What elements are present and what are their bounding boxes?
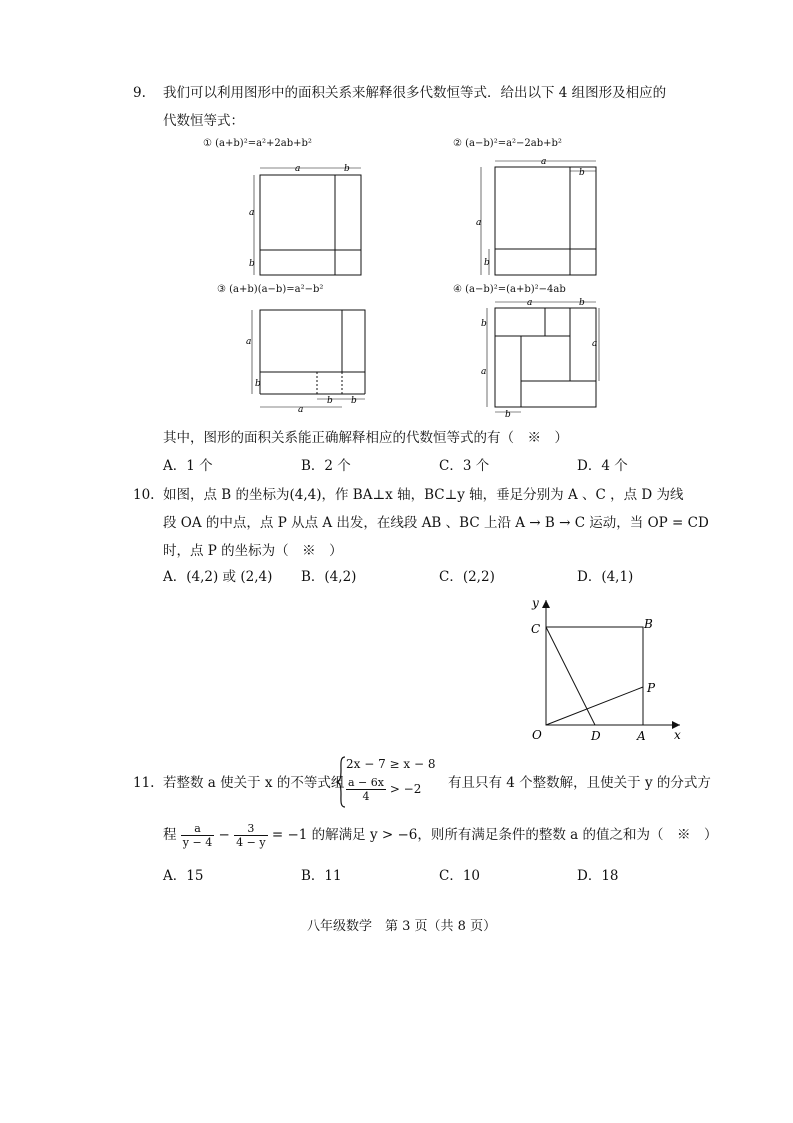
fig1-formula: ① (a+b)²=a²+2ab+b² bbox=[203, 138, 312, 149]
q10-option-a: A．(4,2) 或 (2,4) bbox=[163, 569, 273, 585]
q9-option-a: A．1 个 bbox=[163, 458, 213, 474]
q10-number: 10. bbox=[133, 487, 155, 503]
q11-ineq2-denominator: 4 bbox=[362, 790, 370, 803]
q11-option-a: A．15 bbox=[163, 868, 204, 884]
fig3-formula: ③ (a+b)(a−b)=a²−b² bbox=[217, 284, 324, 295]
fig4-label-a-top: a bbox=[527, 298, 533, 308]
q11-brace bbox=[336, 756, 346, 808]
q11-option-d: D．18 bbox=[577, 868, 619, 884]
q10-coordinate-figure bbox=[520, 590, 690, 745]
point-d-label: D bbox=[591, 729, 601, 743]
fig4-label-b-bottom: b bbox=[505, 410, 511, 418]
q11-ineq2-fraction bbox=[346, 776, 386, 803]
fig1-label-a-left: a bbox=[249, 208, 255, 218]
q11-f1-numerator: a bbox=[181, 822, 214, 836]
fig2-label-b-left: b bbox=[484, 258, 490, 268]
q9-option-c: C．3 个 bbox=[439, 458, 490, 474]
q10-line2: 段 OA 的中点，点 P 从点 A 出发，在线段 AB 、BC 上沿 A → B → C 运动，当 OP = CD bbox=[163, 515, 709, 531]
q11-f2-denominator: 4 − y bbox=[236, 836, 266, 849]
fig3-label-b-bottom1: b bbox=[327, 396, 333, 406]
figure-3 bbox=[240, 304, 375, 414]
q11-ineq2 bbox=[346, 776, 421, 803]
fig2-formula: ② (a−b)²=a²−2ab+b² bbox=[453, 138, 562, 149]
q11-ineq2-rest: > −2 bbox=[389, 782, 422, 796]
q11-ineq1: 2x − 7 ≥ x − 8 bbox=[346, 757, 436, 771]
figure-2 bbox=[475, 155, 605, 280]
fig3-label-a-left: a bbox=[246, 337, 252, 347]
q10-option-b: B．(4,2) bbox=[301, 569, 357, 585]
point-c-label: C bbox=[531, 622, 541, 636]
fig4-label-a-right: a bbox=[592, 339, 598, 349]
q11-l2-pre: 程 bbox=[163, 827, 177, 843]
q10-line3: 时，点 P 的坐标为（ ※ ） bbox=[163, 543, 343, 559]
point-b-label: B bbox=[644, 617, 653, 631]
q10-line1: 如图，点 B 的坐标为(4,4)，作 BA⊥x 轴，BC⊥y 轴，垂足分别为 A 、C ，点 D 为线 bbox=[163, 487, 684, 503]
figure-4 bbox=[475, 296, 605, 418]
fig3-label-b-left: b bbox=[255, 379, 261, 389]
fig2-label-a-top: a bbox=[541, 157, 547, 167]
fig4-formula: ④ (a−b)²=(a+b)²−4ab bbox=[453, 284, 566, 295]
axis-y-label: y bbox=[532, 596, 539, 610]
fig2-label-a-left: a bbox=[476, 218, 482, 228]
point-p-label: P bbox=[647, 681, 656, 695]
q11-pre: 若整数 a 使关于 x 的不等式组 bbox=[163, 775, 345, 791]
q11-f1-denominator: y − 4 bbox=[182, 836, 213, 849]
q11-option-b: B．11 bbox=[301, 868, 342, 884]
q10-option-c: C．(2,2) bbox=[439, 569, 495, 585]
fig2-label-b-top: b bbox=[579, 168, 585, 178]
fig4-label-b-top: b bbox=[579, 298, 585, 308]
q11-line2 bbox=[163, 822, 718, 849]
q11-minus: − bbox=[218, 827, 230, 843]
fig4-label-b-left: b bbox=[481, 319, 487, 329]
point-o-label: O bbox=[532, 728, 542, 742]
q9-question: 其中，图形的面积关系能正确解释相应的代数恒等式的有（ ※ ） bbox=[163, 430, 568, 446]
q9-option-d: D．4 个 bbox=[577, 458, 628, 474]
q11-fraction-2 bbox=[234, 822, 267, 849]
q11-fraction-1 bbox=[181, 822, 214, 849]
q11-number: 11. bbox=[133, 775, 155, 791]
q11-option-c: C．10 bbox=[439, 868, 481, 884]
fig3-label-a-bottom: a bbox=[298, 405, 304, 414]
q11-ineq2-numerator: a − 6x bbox=[348, 776, 384, 789]
fig1-label-a-top: a bbox=[295, 164, 301, 174]
point-a-label: A bbox=[637, 729, 646, 743]
fig1-label-b-top: b bbox=[344, 164, 350, 174]
q9-line2: 代数恒等式： bbox=[163, 113, 244, 129]
q9-line1: 我们可以利用图形中的面积关系来解释很多代数恒等式．给出以下 4 组图形及相应的 bbox=[163, 85, 667, 101]
q9-option-b: B．2 个 bbox=[301, 458, 351, 474]
q11-f2-numerator: 3 bbox=[234, 822, 267, 836]
fig4-label-a-left: a bbox=[481, 367, 487, 377]
fig3-label-b-bottom2: b bbox=[351, 396, 357, 406]
q10-option-d: D．(4,1) bbox=[577, 569, 634, 585]
q11-post: 有且只有 4 个整数解，且使关于 y 的分式方 bbox=[448, 775, 711, 791]
page-footer: 八年级数学 第 3 页（共 8 页） bbox=[307, 919, 497, 934]
q11-l2-post: = −1 的解满足 y > −6，则所有满足条件的整数 a 的值之和为（ ※ ） bbox=[271, 827, 718, 843]
q9-number: 9. bbox=[133, 85, 146, 101]
fig1-label-b-left: b bbox=[249, 259, 255, 269]
figure-1 bbox=[240, 158, 370, 280]
axis-x-label: x bbox=[674, 728, 681, 742]
